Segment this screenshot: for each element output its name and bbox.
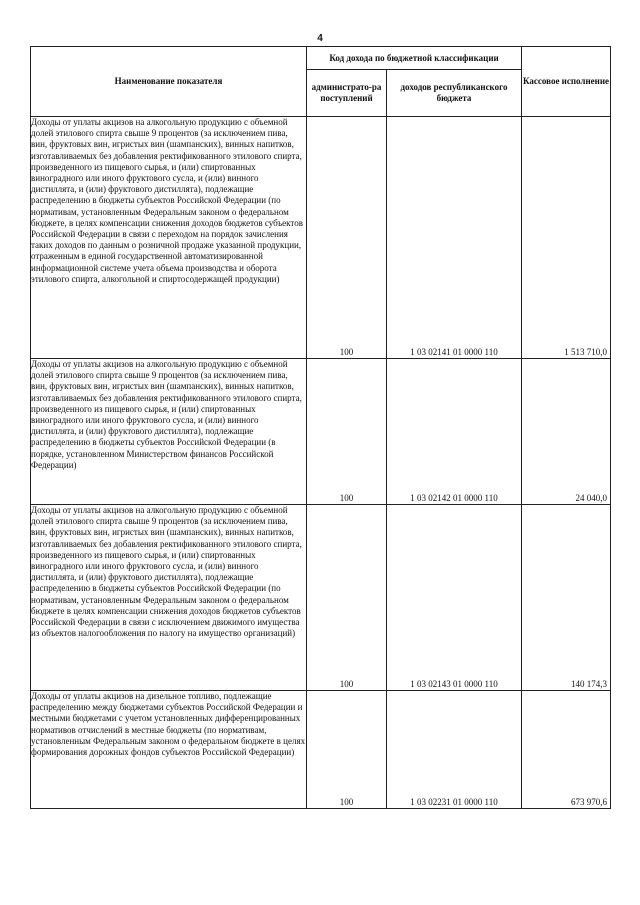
header-administrator: администрато-ра поступлений: [307, 70, 387, 117]
cash-amount: 24 040,0: [522, 359, 611, 505]
income-code: 1 03 02231 01 0000 110: [387, 691, 522, 809]
page-number: 4: [317, 33, 323, 44]
administrator-code: 100: [307, 359, 387, 505]
administrator-code: 100: [307, 691, 387, 809]
cash-amount: 673 970,6: [522, 691, 611, 809]
table-row: [31, 359, 611, 505]
header-cash-execution: Кассовое исполнение: [522, 47, 611, 117]
table-row: [31, 691, 611, 809]
table-row: [31, 505, 611, 691]
administrator-code: 100: [307, 505, 387, 691]
budget-income-table: [30, 46, 611, 809]
indicator-name: Доходы от уплаты акцизов на дизельное топливо, подлежащие распределению между бюджетами субъектов Российской Федерации и местными бюджетами с учетом установленных дифференцированных нормативов отчислений в местные бюджеты (по нормативам, установленным Федеральным законом о федеральном бюджете в целях формирования дорожных фондов субъектов Российской Федерации): [31, 691, 307, 809]
header-budget-income: доходов республиканского бюджета: [387, 70, 522, 117]
cash-amount: 1 513 710,0: [522, 117, 611, 359]
header-code-group: Код дохода по бюджетной классификации: [307, 47, 522, 70]
header-indicator-name: Наименование показателя: [31, 47, 307, 117]
indicator-name: Доходы от уплаты акцизов на алкогольную продукцию с объемной долей этилового спирта свыше 9 процентов (за исключением пива, вин, фруктовых вин, игристых вин (шампанских), винных напитков, изготавливаемых без добавления ректификованного этилового спирта, произведенного из пищевого сырья, и (или) спиртованных виноградного или иного фруктового сусла, и (или) винного дистиллята, и (или) фруктового дистиллята), подлежащие распределению в бюджеты субъектов Российской Федерации (в порядке, установленном Министерством финансов Российской Федерации): [31, 359, 307, 505]
income-code: 1 03 02141 01 0000 110: [387, 117, 522, 359]
indicator-name: Доходы от уплаты акцизов на алкогольную продукцию с объемной долей этилового спирта свыше 9 процентов (за исключением пива, вин, фруктовых вин, игристых вин (шампанских), винных напитков, изготавливаемых без добавления ректификованного этилового спирта, произведенного из пищевого сырья, и (или) спиртованных виноградного или иного фруктового сусла, и (или) винного дистиллята, и (или) фруктового дистиллята), подлежащие распределению в бюджеты субъектов Российской Федерации (по нормативам, установленным Федеральным законом о федеральном бюджете, в целях компенсации снижения доходов бюджетов субъектов Российской Федерации в связи с переходом на порядок зачисления таких доходов по данным о розничной продаже указанной продукции, отраженным в единой государственной автоматизированной информационной системе учета объема производства и оборота этилового спирта, алкогольной и спиртосодержащей продукции): [31, 117, 307, 359]
income-code: 1 03 02143 01 0000 110: [387, 505, 522, 691]
indicator-name: Доходы от уплаты акцизов на алкогольную продукцию с объемной долей этилового спирта свыше 9 процентов (за исключением пива, вин, фруктовых вин, игристых вин (шампанских), винных напитков, изготавливаемых без добавления ректификованного этилового спирта, произведенного из пищевого сырья, и (или) спиртованных виноградного или иного фруктового сусла, и (или) винного дистиллята, и (или) фруктового дистиллята), подлежащие распределению в бюджеты субъектов Российской Федерации (по нормативам, установленным Федеральным законом о федеральном бюджете в целях компенсации снижения доходов бюджетов субъектов Российской Федерации в связи с исключением движимого имущества из объектов налогообложения по налогу на имущество организаций): [31, 505, 307, 691]
income-code: 1 03 02142 01 0000 110: [387, 359, 522, 505]
table-row: [31, 117, 611, 359]
administrator-code: 100: [307, 117, 387, 359]
cash-amount: 140 174,3: [522, 505, 611, 691]
